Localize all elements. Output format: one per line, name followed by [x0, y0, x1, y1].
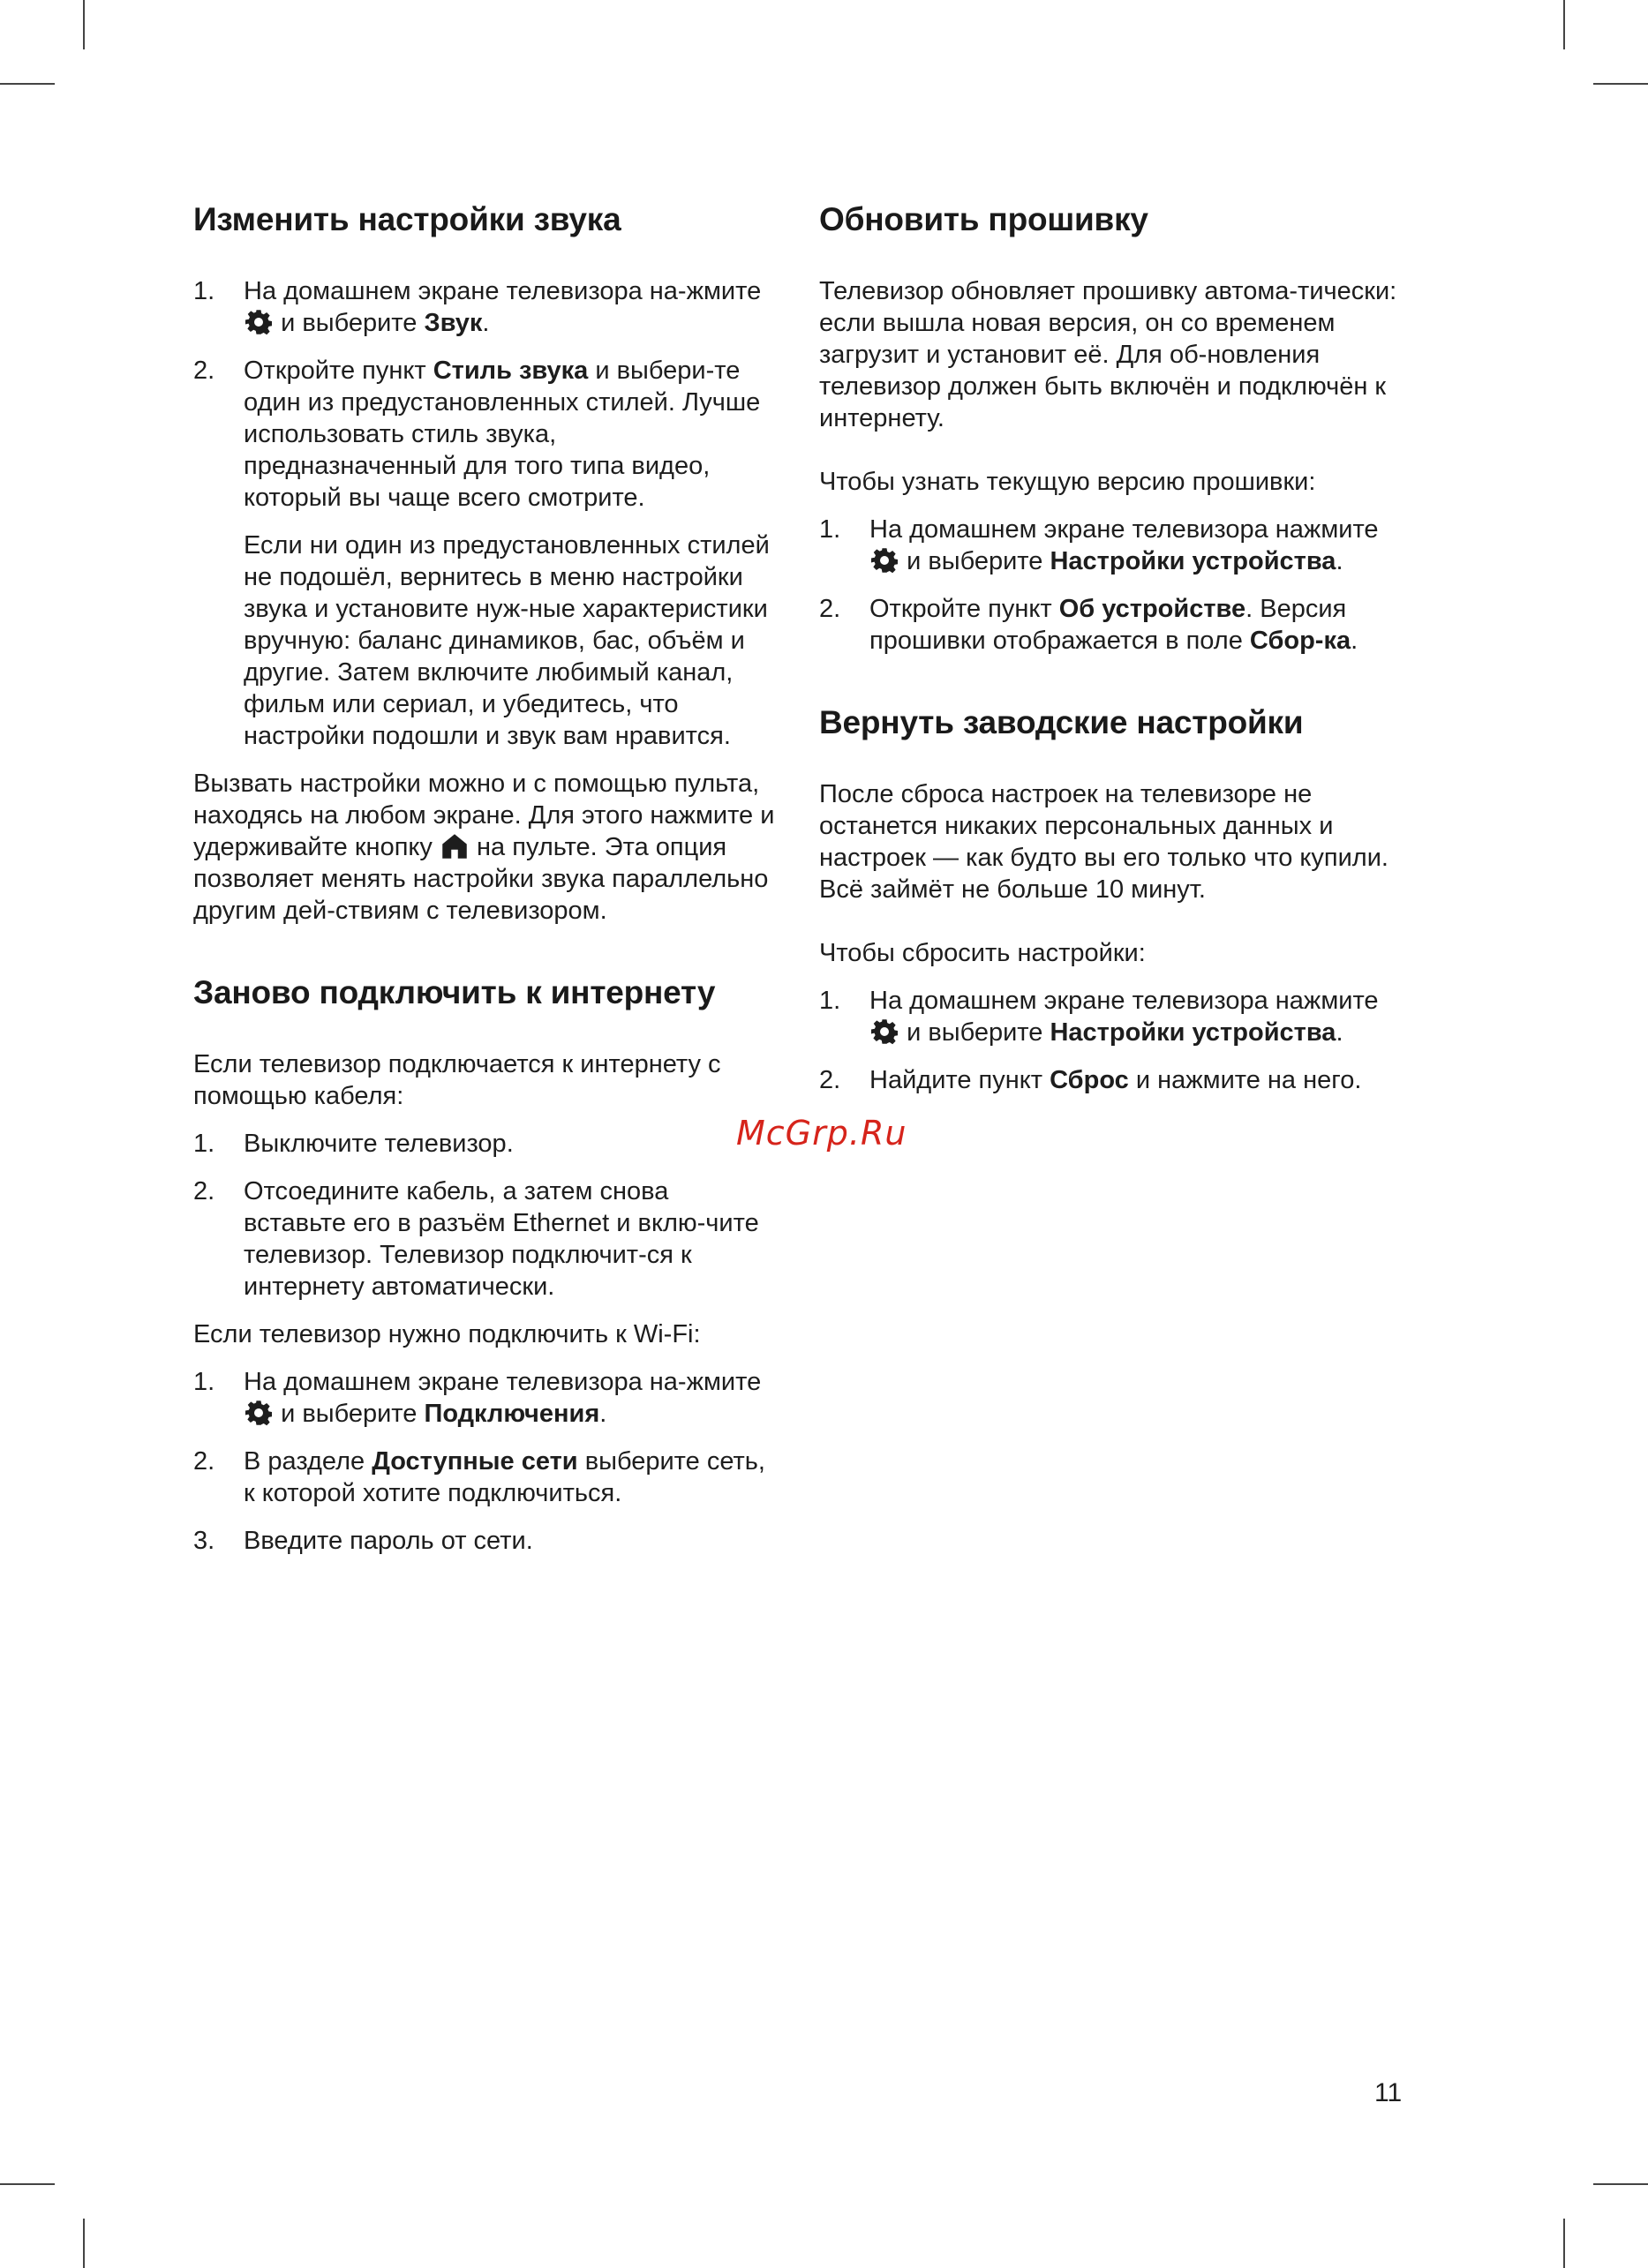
menu-item-name: Настройки устройства — [1050, 547, 1336, 575]
internet-title: Заново подключить к интернету — [193, 974, 716, 1010]
list-item — [193, 355, 776, 514]
field-name: Сбор-ка — [1249, 627, 1351, 655]
list-number: 1. — [193, 1130, 215, 1158]
step-text: и выберите — [907, 1018, 1043, 1047]
list-number: 2. — [819, 1066, 841, 1094]
gear-icon — [245, 1400, 272, 1426]
crop-mark — [1593, 83, 1648, 85]
menu-item-name: Подключения — [424, 1400, 600, 1428]
gear-icon — [871, 1018, 898, 1045]
crop-mark — [83, 2219, 85, 2268]
crop-mark — [0, 2183, 55, 2185]
list-number: 1. — [193, 1368, 215, 1396]
list-item — [193, 1128, 776, 1160]
crop-mark — [1563, 2219, 1565, 2268]
menu-item-name: Сброс — [1050, 1066, 1129, 1094]
list-item — [193, 1175, 776, 1303]
reset-intro: После сброса настроек на телевизоре не останется никаких персональных данных и настроек — как будто вы его только что купили. Всё займёт не больше 10 минут. — [819, 780, 1388, 904]
list-item — [819, 1064, 1406, 1096]
firmware-title: Обновить прошивку — [819, 201, 1148, 237]
paragraph-text: Вызвать настройки можно и с помощью пульта, находясь на любом экране. Для этого нажмите и удерживайте кнопку — [193, 770, 775, 861]
step-text: и выберите — [907, 547, 1043, 575]
crop-mark — [83, 0, 85, 49]
gear-icon — [871, 547, 898, 574]
firmware-intro: Телевизор обновляет прошивку автома-тически: если вышла новая версия, он со временем загрузит и установит её. Для об-новления телевизор должен быть включён и подключён к интернету. — [819, 277, 1397, 432]
menu-item-name: Настройки устройства — [1050, 1018, 1336, 1047]
cable-intro: Если телевизор подключается к интернету с помощью кабеля: — [193, 1050, 721, 1110]
step-text: На домашнем экране телевизора нажмите — [869, 515, 1379, 544]
home-icon — [441, 833, 468, 860]
step-text: выберите сеть, к которой хотите подключиться. — [244, 1447, 765, 1507]
step-text: На домашнем экране телевизора на-жмите — [244, 1368, 762, 1396]
list-item — [819, 514, 1406, 577]
right-column — [819, 199, 1406, 1112]
step-text: На домашнем экране телевизора на-жмите — [244, 277, 762, 305]
list-number: 1. — [193, 277, 215, 305]
punctuation: . — [1336, 1018, 1343, 1047]
list-number: 3. — [193, 1527, 215, 1555]
list-number: 2. — [193, 1447, 215, 1476]
list-number: 2. — [193, 1177, 215, 1205]
menu-item-name: Доступные сети — [372, 1447, 578, 1476]
punctuation: . — [1336, 547, 1343, 575]
left-column — [193, 199, 776, 1573]
menu-item-name: Стиль звука — [433, 357, 589, 385]
crop-mark — [1593, 2183, 1648, 2185]
list-item — [193, 1446, 776, 1509]
menu-item-name: Об устройстве — [1058, 595, 1246, 623]
watermark: McGrp.Ru — [736, 1114, 907, 1153]
step-text: Отсоедините кабель, а затем снова вставьте его в разъём Ethernet и вклю-чите телевизор. Телевизор подключит-ся к интернету автоматически. — [244, 1177, 759, 1301]
gear-icon — [245, 309, 272, 335]
list-number: 2. — [193, 357, 215, 385]
internet-section — [193, 973, 776, 1557]
list-item — [193, 1366, 776, 1430]
crop-mark — [1563, 0, 1565, 49]
step-note: Если ни один из предустановленных стилей не подошёл, вернитесь в меню настройки звука и установите нуж-ные характеристики вручную: баланс динамиков, бас, объём и другие. Затем включите любимый канал, фильм или сериал, и убедитесь, что настройки подошли и звук вам нравится. — [244, 531, 770, 750]
step-text: и выбери-те один из предустановленных стилей. Лучше использовать стиль звука, предназначенный для того типа видео, который вы чаще всего смотрите. — [244, 357, 761, 512]
step-text: В разделе — [244, 1447, 365, 1476]
punctuation: . — [599, 1400, 607, 1428]
remote-paragraph — [193, 768, 776, 927]
sound-title: Изменить настройки звука — [193, 201, 621, 237]
step-text: Найдите пункт — [869, 1066, 1043, 1094]
punctuation: . — [482, 309, 490, 337]
step-text: Выключите телевизор. — [244, 1130, 514, 1158]
paragraph-text: на пульте. Эта опция позволяет менять настройки звука параллельно другим дей-ствиям с телевизором. — [193, 833, 769, 925]
wifi-intro: Если телевизор нужно подключить к Wi-Fi: — [193, 1320, 701, 1348]
firmware-section — [819, 199, 1406, 657]
list-item — [819, 593, 1406, 657]
step-text: . Версия прошивки отображается в поле — [869, 595, 1347, 655]
step-text: На домашнем экране телевизора нажмите — [869, 987, 1379, 1015]
list-number: 2. — [819, 595, 841, 623]
step-text: Откройте пункт — [244, 357, 426, 385]
firmware-check-intro: Чтобы узнать текущую версию прошивки: — [819, 468, 1316, 496]
reset-title: Вернуть заводские настройки — [819, 704, 1304, 740]
list-number: 1. — [819, 987, 841, 1015]
list-item — [819, 985, 1406, 1048]
step-text: и выберите — [281, 309, 418, 337]
reset-section — [819, 702, 1406, 1096]
list-number: 1. — [819, 515, 841, 544]
crop-mark — [0, 83, 55, 85]
punctuation: . — [1351, 627, 1358, 655]
page-number: 11 — [1374, 2078, 1403, 2107]
step-text: и нажмите на него. — [1135, 1066, 1362, 1094]
list-item — [193, 275, 776, 339]
list-item — [193, 1525, 776, 1557]
menu-item-name: Звук — [424, 309, 483, 337]
step-text: Откройте пункт — [869, 595, 1052, 623]
reset-how-intro: Чтобы сбросить настройки: — [819, 939, 1146, 967]
step-text: и выберите — [281, 1400, 418, 1428]
step-text: Введите пароль от сети. — [244, 1527, 533, 1555]
sound-section — [193, 199, 776, 927]
